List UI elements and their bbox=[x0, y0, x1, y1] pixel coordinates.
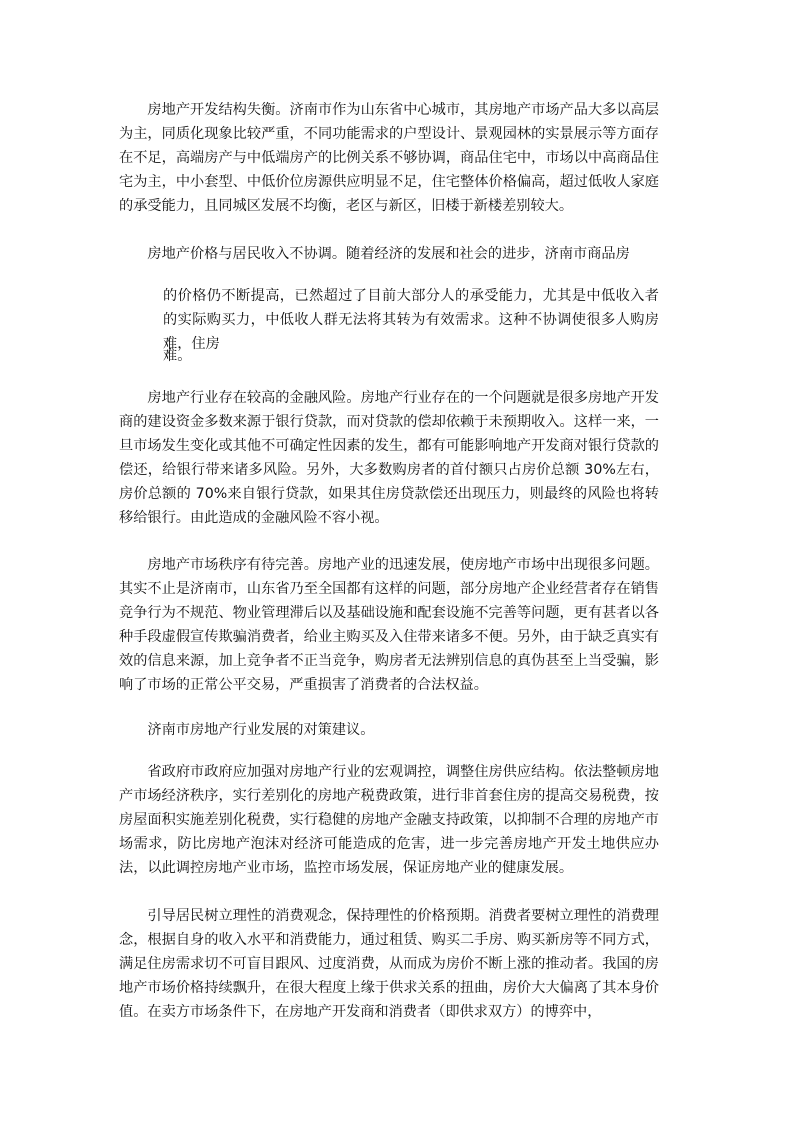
paragraph-market-order: 房地产市场秩序有待完善。房地产业的迅速发展，使房地产市场中出现很多问题。其实不止是济南市，山东省乃至全国都有这样的问题，部分房地产企业经营者存在销售竞争行为不规范、物业管理滞后以及基础设施和配套设施不完善等问题，更有甚者以各种手段虚假宣传欺骗消费者，给业主购买及入住带来诸多不便。另外，由于缺乏真实有效的信息来源，加上竞争者不正当竞争，购房者无法辨别信息的真伪甚至上当受骗，影响了市场的正常公平交易，严重损害了消费者的合法权益。 bbox=[119, 557, 659, 693]
paragraph-rational-consumption: 引导居民树立理性的消费观念，保持理性的价格预期。消费者要树立理性的消费理念，根据自身的收入水平和消费能力，通过租赁、购买二手房、购买新房等不同方式，满足住房需求切不可盲目跟风、过度消费，从而成为房价不断上涨的推动者。我国的房地产市场价格持续飘升，在很大程度上缘于供求关系的扭曲，房价大大偏离了其本身价值。在卖方市场条件下，在房地产开发商和消费者（即供求双方）的博弈中， bbox=[119, 908, 659, 1020]
paragraph-price-income-mismatch: 房地产价格与居民收入不协调。随着经济的发展和社会的进步，济南市商品房 bbox=[147, 246, 630, 262]
paragraph-fragment: 难。 bbox=[163, 348, 192, 364]
paragraph-macro-control: 省政府市政府应加强对房地产行业的宏观调控，调整住房供应结构。依法整顿房地产市场经济秩序，实行差别化的房地产税费政策，进行非首套住房的提高交易税费，按房屋面积实施差别化税费，实行稳健的房地产金融支持政策，以抑制不合理的房地产市场需求，防比房地产泡沫对经济可能造成的危害，进一步完善房地产开发土地供应办法，以此调控房地产业市场，监控市场发展，保证房地产业的健康发展。 bbox=[119, 764, 659, 876]
paragraph-structure-imbalance: 房地产开发结构失衡。济南市作为山东省中心城市，其房地产市场产品大多以高层为主，同质化现象比较严重，不同功能需求的户型设计、景观园林的实景展示等方面存在不足，高端房产与中低端房产的比例关系不够协调，商品住宅中，市场以中高商品住宅为主，中小套型、中低价位房源供应明显不足，住宅整体价格偏高，超过低收人家庭的承受能力，且同城区发展不均衡，老区与新区，旧楼于新楼差别较大。 bbox=[119, 102, 659, 214]
paragraph-financial-risk: 房地产行业存在较高的金融风险。房地产行业存在的一个问题就是很多房地产开发商的建设资金多数来源于银行贷款，而对贷款的偿却依赖于未预期收入。这样一来，一旦市场发生变化或其他不可确定性因素的发生，都有可能影响地产开发商对银行贷款的偿还，给银行带来诸多风险。另外，大多数购房者的首付额只占房价总额 30%左右，房价总额的 70%来自银行贷款，如果其住房贷款偿还出现压力，则最终的风险也将转移给银行。由此造成的金融风险不容小视。 bbox=[119, 390, 659, 526]
section-heading-recommendations: 济南市房地产行业发展的对策建议。 bbox=[147, 722, 375, 738]
paragraph-price-continued: 的价格仍不断提高，已然超过了目前大部分人的承受能力，尤其是中低收入者的实际购买力，中低收人群无法将其转为有效需求。这种不协调使很多人购房难，住房 bbox=[163, 288, 659, 352]
